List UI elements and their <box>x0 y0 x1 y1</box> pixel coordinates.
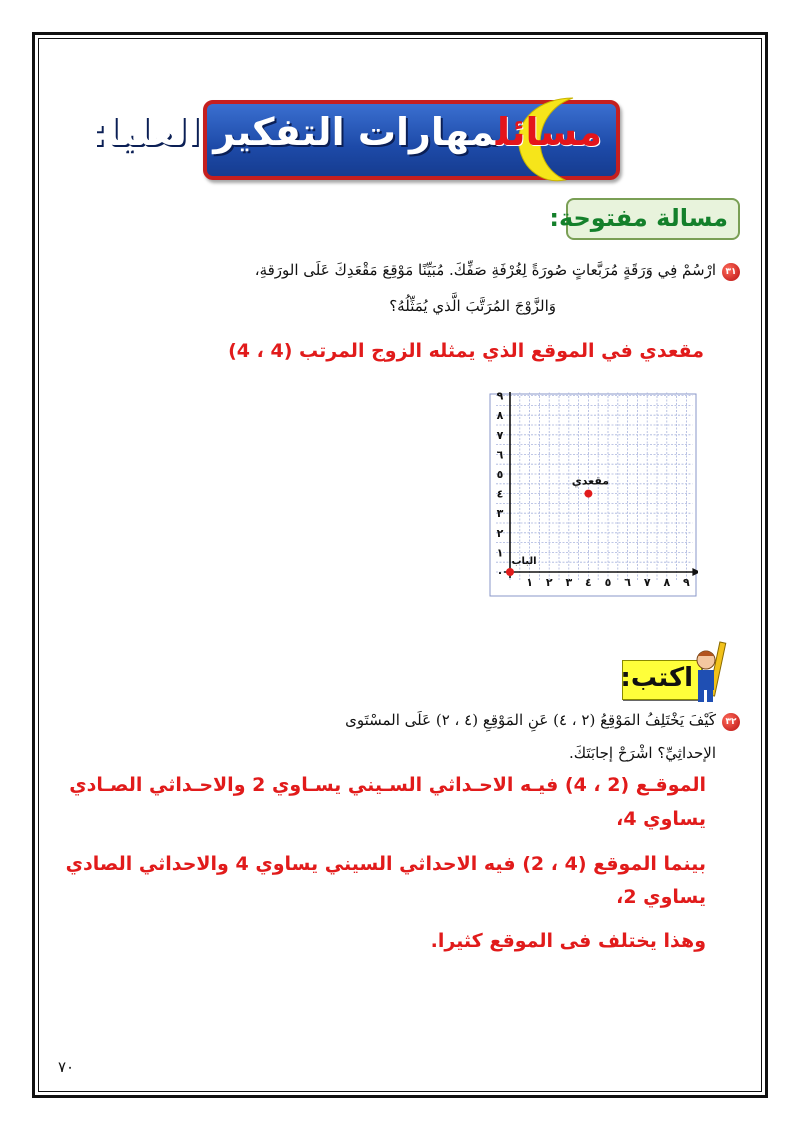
open-problem-label: مسالة مفتوحة: <box>566 198 740 240</box>
y-tick-label: ٢ <box>496 526 504 540</box>
answer-line: الموقـع (2 ، 4) فيـه الاحـداثي السـيني يسـاوي 2 والاحـداثي الصـادي <box>69 774 706 796</box>
y-tick-label: ٦ <box>496 448 504 462</box>
y-tick-label: ٨ <box>496 409 504 423</box>
x-tick-label: ٧ <box>643 576 651 589</box>
section-banner <box>90 100 620 180</box>
question-32-line1: كَيْفَ يَخْتَلِفُ المَوْقِعُ (٢ ، ٤) عَنِ المَوْقِعِ (٤ ، ٢) عَلَى المسْتَوى <box>345 711 716 729</box>
y-tick-label: ٩ <box>496 392 504 403</box>
y-tick-label: ٤ <box>496 487 504 501</box>
seat-label: مقعدي <box>571 474 610 488</box>
seat-point <box>584 490 592 498</box>
question-31-line2: وَالزَّوْجَ المُرَتَّبَ الَّذي يُمَثِّلُهُ؟ <box>389 297 556 315</box>
question-number-badge: ٣١ <box>722 263 740 281</box>
y-tick-label: ٧ <box>496 428 504 442</box>
y-tick-label: ٥ <box>496 468 504 481</box>
pencil-kid-icon <box>692 640 728 706</box>
question-number-badge: ٣٢ <box>722 713 740 731</box>
door-point <box>506 568 514 576</box>
x-tick-label: ٤ <box>585 576 592 589</box>
banner-title: مسائلمهارات التفكير العليا: <box>90 110 602 154</box>
question-31-line1: ارْسُمْ فِي وَرَقَةٍ مُرَبَّعاتٍ صُورَةً لِغُرْفَةِ صَفِّكَ. مُبَيِّنًا مَوْقِعَ مَقْعَدِكَ عَلَى الورَقةِ، <box>254 261 716 279</box>
question-32-line2: الإحداثِيِّ؟ اشْرَحْ إجابَتَكَ. <box>568 744 716 762</box>
x-tick-label: ٥ <box>604 576 612 589</box>
x-tick-label: ٢ <box>545 576 553 589</box>
y-tick-label: ١ <box>496 546 504 560</box>
write-label: اكتب: <box>622 660 702 700</box>
x-tick-label: ٣ <box>565 576 573 589</box>
answer-line: بينما الموقع (4 ، 2) فيه الاحداثي السيني يساوي 4 والاحداثي الصادي <box>65 853 706 875</box>
x-tick-label: ٦ <box>624 576 631 589</box>
page-number: ٧٠ <box>58 1058 75 1076</box>
question-31-answer: مقعدي في الموقع الذي يمثله الزوج المرتب (4 ، 4) <box>228 340 704 362</box>
origin-label: ٠ <box>496 566 504 579</box>
x-tick-label: ١ <box>526 576 533 589</box>
x-tick-label: ٩ <box>683 576 690 589</box>
y-tick-label: ٣ <box>496 507 504 521</box>
answer-line: يساوي 4، <box>616 808 706 830</box>
coordinate-grid <box>488 392 698 598</box>
x-tick-label: ٨ <box>663 576 671 589</box>
answer-line: يساوي 2، <box>616 886 706 908</box>
door-label: الباب <box>511 556 537 567</box>
answer-line: وهذا يختلف فى الموقع كثيرا. <box>430 930 706 952</box>
